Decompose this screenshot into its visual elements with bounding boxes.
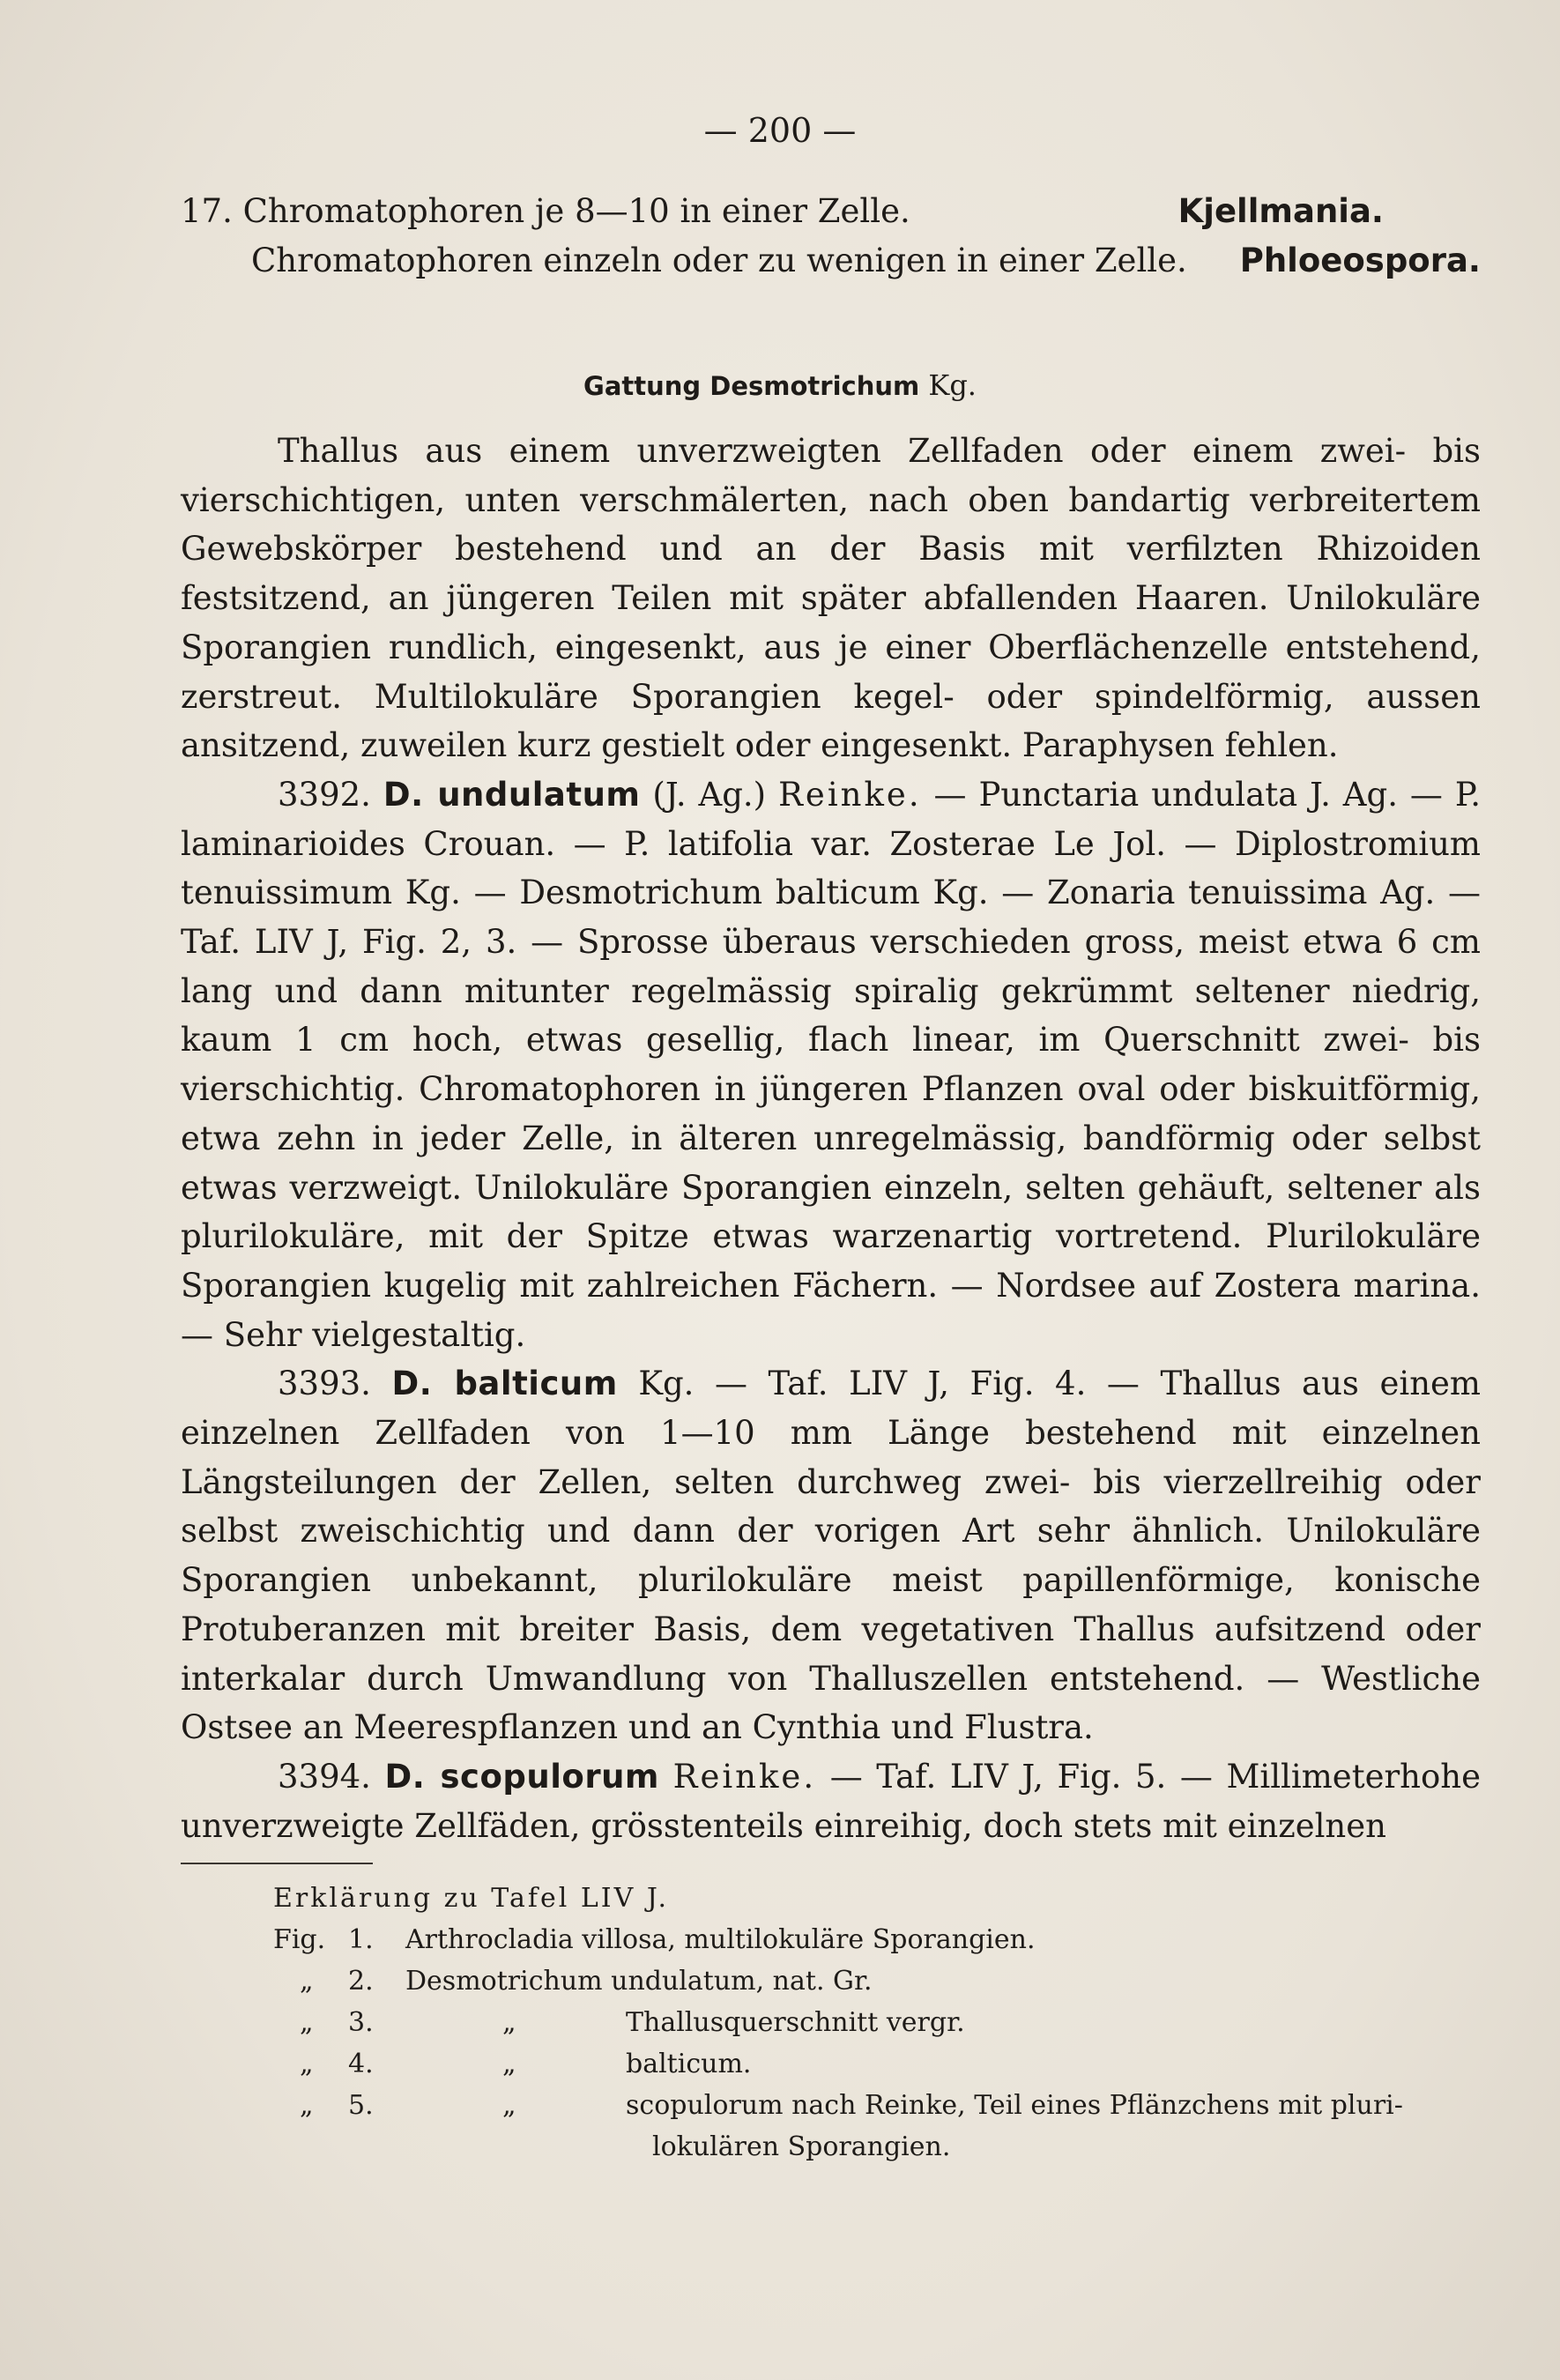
fig-ditto: „ xyxy=(502,2049,516,2079)
legend-figure-row xyxy=(273,2085,1489,2168)
species-name: D. undulatum xyxy=(383,775,641,814)
fig-text: balticum. xyxy=(626,2049,752,2079)
fig-text: Desmotrichum undulatum, nat. Gr. xyxy=(405,1966,873,1997)
fig-prefix: „ xyxy=(300,1966,314,1997)
identification-key xyxy=(181,187,1481,286)
fig-number: 2. xyxy=(348,1966,374,1997)
genus-label: Gattung Desmotrichum xyxy=(583,371,920,401)
fig-prefix: „ xyxy=(300,2049,314,2079)
key-line-17 xyxy=(181,187,1481,236)
fig-text: Thallusquerschnitt vergr. xyxy=(626,2007,965,2038)
page-number: — 200 — xyxy=(703,111,857,150)
fig-prefix: Fig. xyxy=(273,1924,326,1955)
species-author: Reinke. xyxy=(778,775,922,814)
species-author-pre: (J. Ag.) xyxy=(652,775,767,814)
plate-legend xyxy=(273,1878,1489,2168)
species-3392 xyxy=(181,770,1481,1359)
fig-text-block xyxy=(626,2085,1489,2168)
species-number: 3394. xyxy=(278,1757,371,1796)
genus-description: Thallus aus einem unverzweigten Zellfaden oder einem zwei- bis vierschichtigen, unten verschmälerten, nach oben bandartig verbreitertem Gewebskörper bestehend und an der Basis mit verfilzten Rhizoiden festsitzend, an jüngeren Teilen mit später abfallenden Haaren. Unilokuläre Sporangien rundlich, eingesenkt, aus je einer Oberflächenzelle entstehend, zerstreut. Multilokuläre Sporangien kegel- oder spindelförmig, aussen ansitzend, zuweilen kurz gestielt oder eingesenkt. Paraphysen fehlen. xyxy=(181,432,1481,765)
fig-prefix: „ xyxy=(300,2090,314,2121)
key-result-kjellmania: Kjellmania. xyxy=(1177,192,1384,230)
species-number: 3393. xyxy=(278,1365,371,1403)
main-text xyxy=(181,427,1481,1850)
species-number: 3392. xyxy=(278,775,371,814)
key-line-alt xyxy=(181,236,1481,286)
key-line-text: 17. Chromatophoren je 8—10 in einer Zelle. xyxy=(181,192,910,230)
key-result-phloeospora: Phloeospora. xyxy=(1239,242,1481,279)
species-text: — Taf. LIV J, Fig. 5. — Millimeterhohe unverzweigte Zellfäden, grösstenteils einreihig, doch stets mit einzelnen xyxy=(181,1757,1481,1845)
legend-figure-row xyxy=(273,1960,1489,2002)
legend-figure-row xyxy=(273,2043,1489,2085)
fig-text: scopulorum nach Reinke, Teil eines Pflänzchens mit pluri- xyxy=(626,2090,1403,2121)
species-name: D. balticum xyxy=(391,1365,618,1403)
fig-number: 4. xyxy=(348,2049,374,2079)
footnote-divider xyxy=(181,1863,373,1864)
fig-number: 1. xyxy=(348,1924,374,1955)
species-author: Kg. xyxy=(638,1365,695,1403)
fig-text: Arthrocladia villosa, multilokuläre Sporangien. xyxy=(405,1924,1036,1955)
fig-number: 3. xyxy=(348,2007,374,2038)
species-text: — Punctaria undulata J. Ag. — P. laminarioides Crouan. — P. latifolia var. Zosterae Le Jol. — Diplostromium tenuissimum Kg. — Desmotrichum balticum Kg. — Zonaria tenuissima Ag. — Taf. LIV J, Fig. 2, 3. — Sprosse überaus verschieden gross, meist etwa 6 cm lang und dann mitunter regelmässig spiralig gekrümmt seltener niedrig, kaum 1 cm hoch, etwas gesellig, flach linear, im Querschnitt zwei- bis vierschichtig. Chromatophoren in jüngeren Pflanzen oval oder biskuitförmig, etwa zehn in jeder Zelle, in älteren unregelmässig, bandförmig oder selbst etwas verzweigt. Unilokuläre Sporangien einzeln, selten gehäuft, seltener als plurilokuläre, mit der Spitze etwas warzenartig vortretend. Plurilokuläre Sporangien kugelig mit zahlreichen Fächern. — Nordsee auf Zostera marina. — Sehr vielgestaltig. xyxy=(181,775,1482,1354)
legend-figure-row xyxy=(273,1919,1489,1960)
fig-ditto: „ xyxy=(502,2007,516,2038)
legend-title: Erklärung zu Tafel LIV J. xyxy=(273,1883,670,1914)
fig-ditto: „ xyxy=(502,2090,516,2121)
species-author: Reinke. xyxy=(672,1757,817,1796)
fig-text-continued: lokulären Sporangien. xyxy=(652,2131,951,2162)
legend-figure-row xyxy=(273,2002,1489,2043)
genus-heading xyxy=(0,368,1560,402)
fig-number: 5. xyxy=(348,2090,374,2121)
species-3394 xyxy=(181,1752,1481,1850)
species-name: D. scopulorum xyxy=(384,1757,659,1796)
species-3393 xyxy=(181,1359,1481,1752)
key-line-text: Chromatophoren einzeln oder zu wenigen in einer Zelle. xyxy=(251,242,1187,279)
species-text: — Taf. LIV J, Fig. 4. — Thallus aus einem einzelnen Zellfaden von 1—10 mm Länge bestehend mit einzelnen Längsteilungen der Zellen, selten durchweg zwei- bis vierzellreihig oder selbst zweischichtig und dann der vorigen Art sehr ähnlich. Unilokuläre Sporangien unbekannt, plurilokuläre meist papillenförmige, konische Protuberanzen mit breiter Basis, dem vegetativen Thallus aufsitzend oder interkalar durch Umwandlung von Thalluszellen entstehend. — Westliche Ostsee an Meerespflanzen und an Cynthia und Flustra. xyxy=(181,1365,1482,1747)
fig-prefix: „ xyxy=(300,2007,314,2038)
genus-author: Kg. xyxy=(928,368,977,402)
